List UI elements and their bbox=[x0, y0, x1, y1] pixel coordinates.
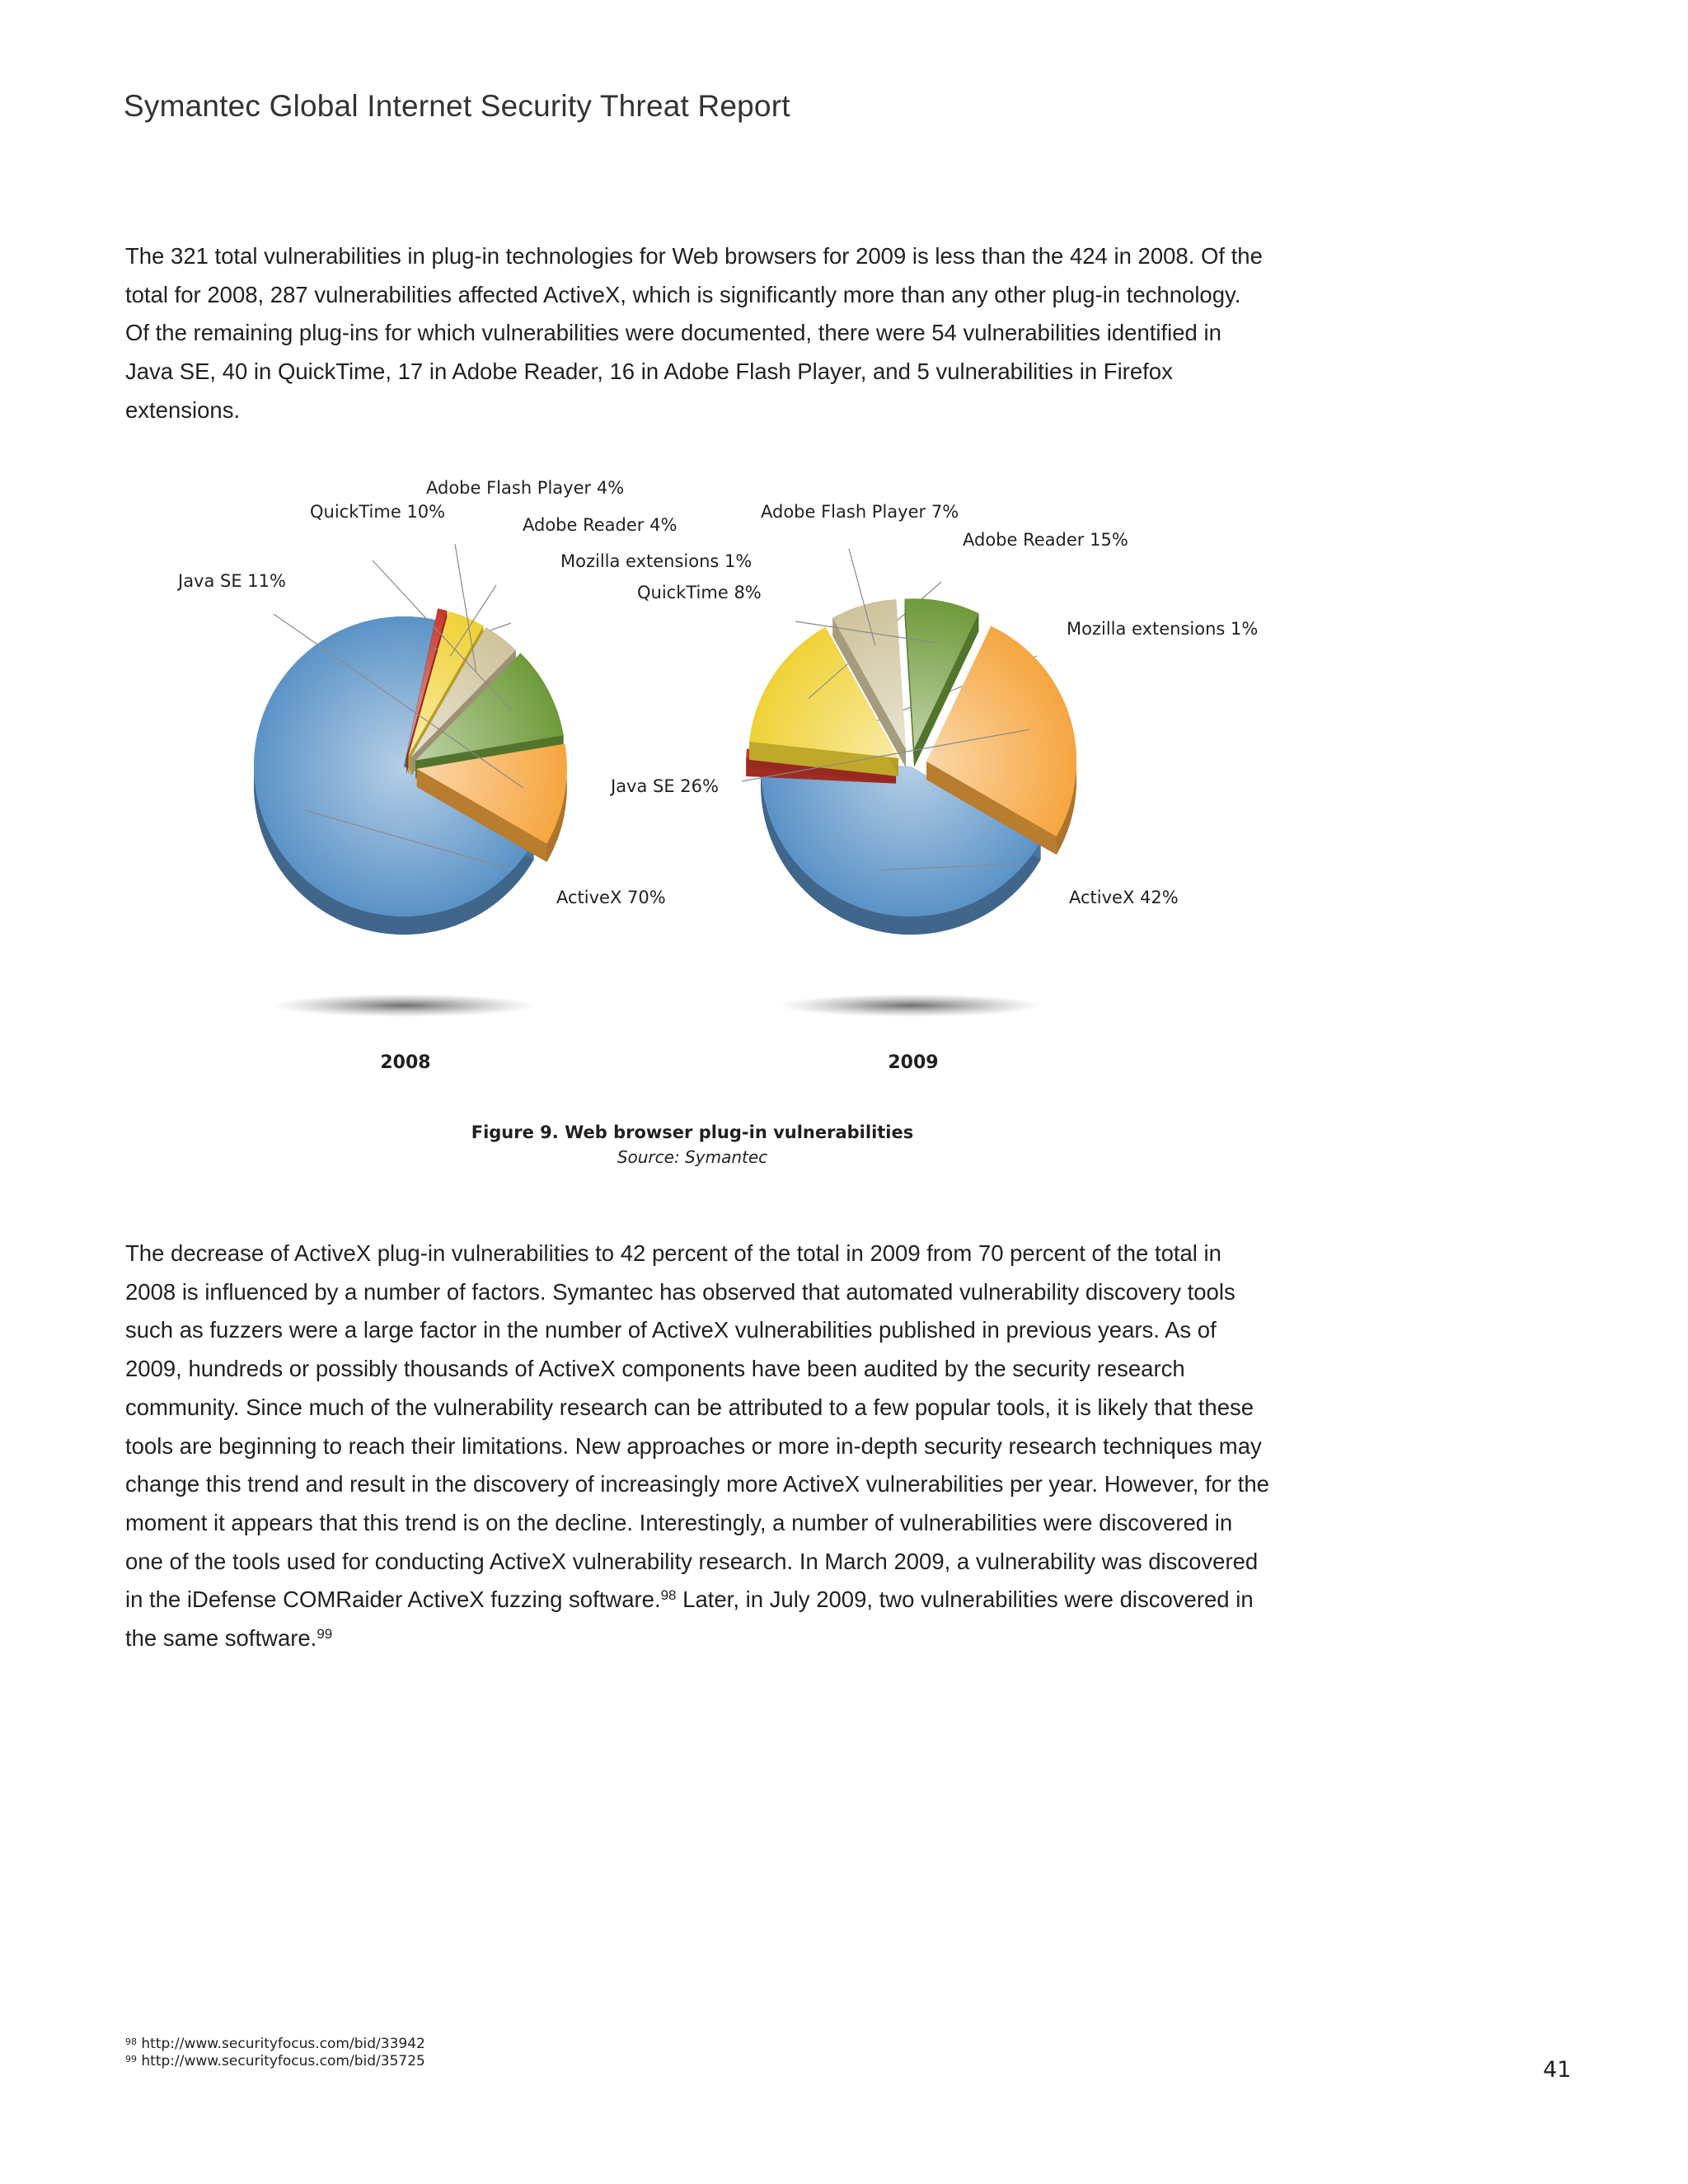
footnote-ref-99[interactable]: 99 bbox=[316, 1626, 333, 1643]
pie-slice-label: Adobe Flash Player 4% bbox=[426, 478, 625, 498]
pie-slice-label: Adobe Reader 4% bbox=[523, 515, 678, 535]
paragraph-text-2: Later, in July 2009, two vulnerabilities were discovered in the same software. bbox=[125, 1586, 1254, 1652]
pie-slice-label: Java SE 26% bbox=[611, 776, 719, 796]
footnote-ref-98[interactable]: 98 bbox=[660, 1587, 677, 1604]
pie-slice-label: Java SE 11% bbox=[178, 571, 286, 591]
pie-charts bbox=[157, 462, 1294, 1121]
pie-floor-shadow bbox=[779, 994, 1043, 1017]
footnote-98 bbox=[125, 2036, 425, 2053]
pie-year-label: 2009 bbox=[888, 1052, 939, 1073]
pie-slice-label: Adobe Reader 15% bbox=[963, 530, 1128, 550]
pie-slice-label: QuickTime 8% bbox=[637, 583, 762, 602]
footnote-99 bbox=[125, 2053, 425, 2070]
pie-slice-label: Mozilla extensions 1% bbox=[560, 551, 753, 571]
paragraph-intro: The 321 total vulnerabilities in plug-in technologies for Web browsers for 2009 is less than the 424 in 2008. Of the total for 2008, 287 vulnerabilities affected ActiveX, which is significantly more than any other plug-in technology. Of the remaining plug-ins for which vulnerabilities were documented, there were 54 vulnerabilities identified in Java SE, 40 in QuickTime, 17 in Adobe Reader, 16 in Adobe Flash Player, and 5 vulnerabilities in Firefox extensions. bbox=[125, 243, 1263, 423]
pie-slice-label: Mozilla extensions 1% bbox=[1067, 619, 1259, 639]
footnote-link[interactable]: http://www.securityfocus.com/bid/33942 bbox=[141, 2036, 425, 2052]
figure-plugin-vulnerabilities bbox=[157, 462, 1294, 1187]
report-header-title: Symantec Global Internet Security Threat Report bbox=[124, 89, 790, 123]
pie-chart-2009 bbox=[609, 502, 1258, 1073]
pie-slice-label: ActiveX 70% bbox=[556, 888, 666, 907]
footnotes bbox=[125, 2036, 425, 2070]
footnote-number: 98 bbox=[125, 2036, 137, 2047]
pie-chart-2008 bbox=[176, 478, 752, 1073]
figure-source: Source: Symantec bbox=[617, 1147, 768, 1167]
pie-slice-label: ActiveX 42% bbox=[1069, 888, 1179, 907]
paragraph-activex-decrease bbox=[125, 1235, 1271, 1658]
pie-slice-label: QuickTime 10% bbox=[310, 502, 446, 522]
paragraph-text-1: The decrease of ActiveX plug-in vulnerabilities to 42 percent of the total in 2009 from 70 percent of the total in 2008 is influenced by a number of factors. Symantec has observed that automated vulnerability discovery tools such as fuzzers were a large factor in the number of ActiveX vulnerabilities published in previous years. As of 2009, hundreds or possibly thousands of ActiveX components have been audited by the security research community. Since much of the vulnerability research can be attributed to a few popular tools, it is likely that these tools are beginning to reach their limitations. New approaches or more in-depth security research techniques may change this trend and result in the discovery of increasingly more ActiveX vulnerabilities per year. However, for the moment it appears that this trend is on the decline. Interestingly, a number of vulnerabilities were discovered in one of the tools used for conducting ActiveX vulnerability research. In March 2009, a vulnerability was discovered in the iDefense COMRaider ActiveX fuzzing software. bbox=[125, 1240, 1269, 1613]
pie-year-label: 2008 bbox=[380, 1052, 431, 1073]
footnote-number: 99 bbox=[125, 2054, 137, 2064]
page-number: 41 bbox=[1543, 2057, 1572, 2083]
figure-caption: Figure 9. Web browser plug-in vulnerabilities bbox=[471, 1122, 914, 1142]
footnote-link[interactable]: http://www.securityfocus.com/bid/35725 bbox=[141, 2053, 425, 2069]
pie-floor-shadow bbox=[272, 994, 536, 1017]
pie-slice-label: Adobe Flash Player 7% bbox=[761, 502, 959, 522]
